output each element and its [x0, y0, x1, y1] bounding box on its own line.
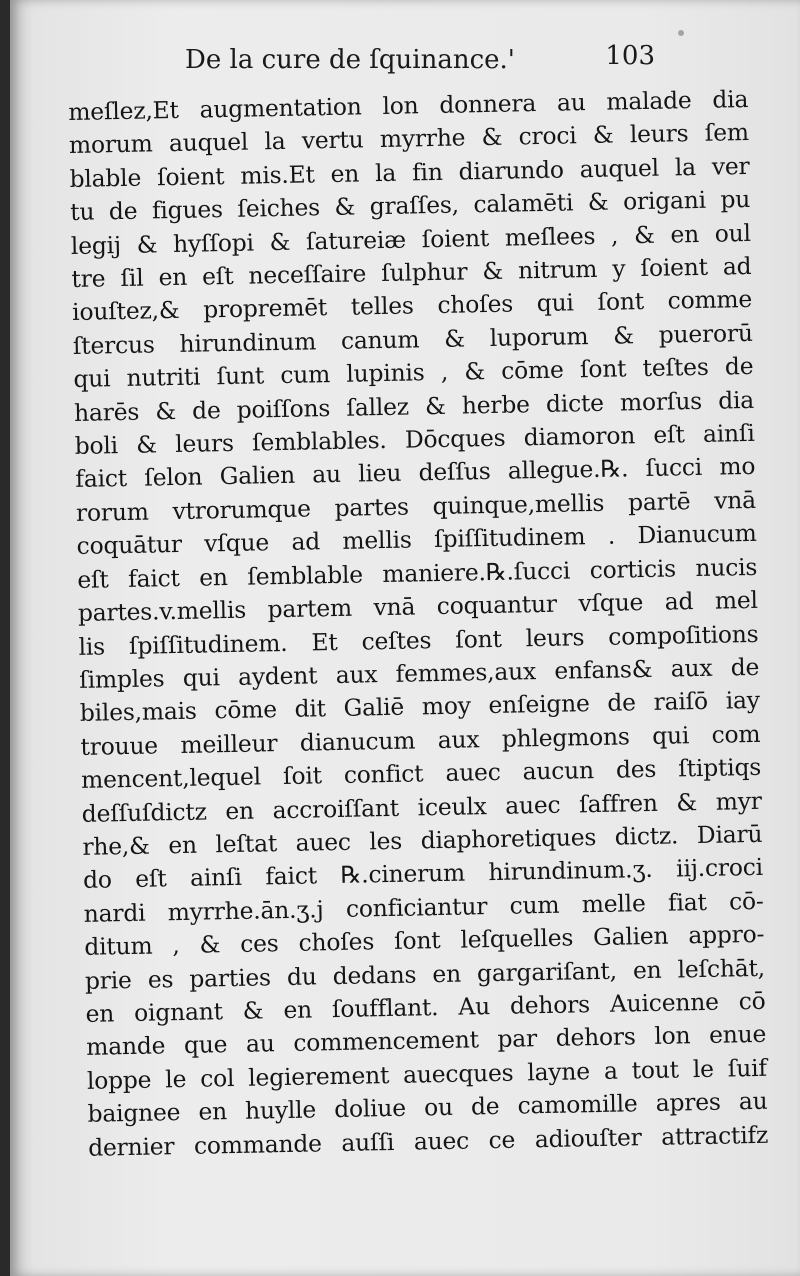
- text-line: lis ſpiſſitudinem. Et ceſtes ſont leurs compoſitions: [78, 619, 759, 661]
- text-line: trouue meilleur dianucum aux phlegmons qui com: [80, 719, 761, 761]
- paper-speck: [678, 30, 684, 36]
- running-title: De la cure de ſquinance.': [185, 45, 515, 75]
- text-line: tre ſil en eſt neceſſaire ſulphur & nitrum y ſoient ad: [71, 251, 752, 293]
- text-line: blable ſoient mis.Et en la fin diarundo auquel la ver: [69, 151, 750, 193]
- text-line: ſimples qui aydent aux femmes,aux enfans& aux de: [78, 652, 760, 694]
- text-line: iouſtez,& propremēt telles choſes qui ſont comme: [71, 285, 753, 327]
- text-line: rorum vtrorumque partes quinque,mellis partē vnā: [75, 485, 757, 527]
- text-line: boli & leurs ſemblables. Dōcques diamoron eſt ainſi: [74, 418, 755, 460]
- text-line: do eſt ainſi faict ℞.cinerum hirundinum.ʒ. iij.croci: [82, 853, 764, 895]
- text-line: eſt faict en ſemblable maniere.℞.ſucci corticis nucis: [77, 552, 758, 594]
- text-line: faict ſelon Galien au lieu deſſus allegue.℞. ſucci mo: [75, 452, 756, 494]
- text-line: ſtercus hirundinum canum & luporum & puerorū: [72, 318, 753, 360]
- text-line: rhe,& en leſtat auec les diaphoretiques dictz. Diarū: [82, 819, 763, 861]
- text-line: tu de figues ſeiches & graſſes, calamēti & origani pu: [69, 185, 751, 227]
- book-page: [10, 0, 800, 1276]
- page-header: [185, 41, 655, 85]
- text-line: deſſuſdictz en accroiſſant iceulx auec ſaffren & myr: [81, 786, 762, 828]
- page-number: 103: [605, 41, 655, 71]
- text-line: nardi myrrhe.ān.ʒ.j conficiantur cum melle fiat cō-: [83, 886, 764, 928]
- text-line: legij & hyſſopi & ſatureiæ ſoient meſlees , & en oul: [70, 218, 752, 260]
- text-line: qui nutriti ſunt cum lupinis , & cōme ſont teſtes de: [73, 352, 754, 394]
- text-line: meſlez,Et augmentation lon donnera au malade dia: [68, 84, 749, 126]
- text-line: loppe le col legierement auecques layne a tout le ſuif: [86, 1053, 768, 1095]
- text-line: harēs & de poiſſons ſallez & herbe dicte morſus dia: [73, 385, 755, 427]
- text-line: coquātur vſque ad mellis ſpiſſitudinem . Dianucum: [76, 519, 757, 561]
- text-line: mande que au commencement par dehors lon enue: [85, 1020, 767, 1062]
- text-line: baignee en huylle doliue ou de camomille apres au: [87, 1086, 768, 1128]
- text-line: en oignant & en ſoufflant. Au dehors Auicenne cō: [85, 986, 766, 1028]
- text-line: dernier commande auſſi auec ce adiouſter attractifz: [87, 1120, 769, 1162]
- text-line: mencent,lequel ſoit confict auec aucun des ſtiptiqs: [80, 752, 762, 794]
- text-line: prie es parties du dedans en gargariſant, en leſchāt,: [84, 953, 766, 995]
- text-line: ditum , & ces choſes ſont leſquelles Galien appro-: [84, 919, 765, 961]
- text-line: biles,mais cōme dit Galiē moy enſeigne de raiſō iay: [79, 686, 760, 728]
- text-line: morum auquel la vertu myrrhe & croci & leurs ſem: [68, 118, 750, 160]
- body-text: [68, 83, 768, 1165]
- text-line: partes.v.mellis partem vnā coquantur vſque ad mel: [77, 585, 759, 627]
